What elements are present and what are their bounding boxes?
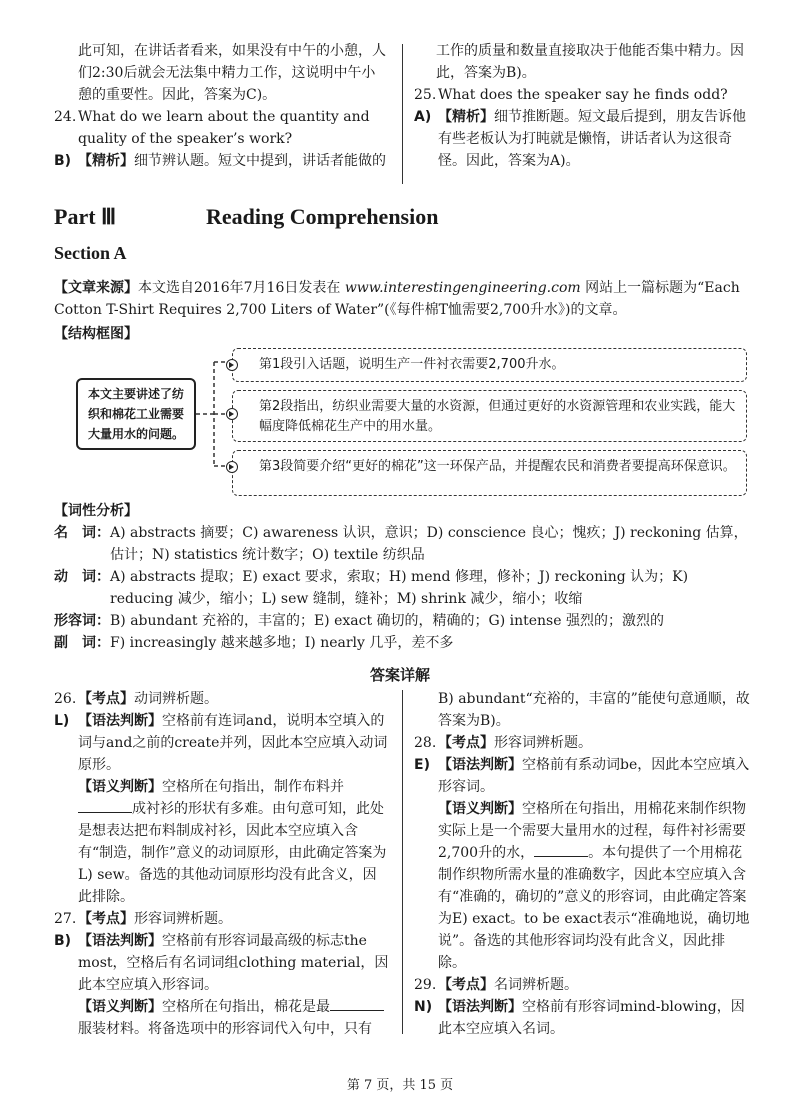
- structure-tag: 【结构框图】: [54, 326, 138, 342]
- q26-answer-letter: L): [54, 713, 70, 729]
- question-24-text: What do we learn about the quantity and quality of the speaker’s work?: [78, 109, 370, 147]
- answer-25-text: 细节推断题。短文最后提到，朋友告诉他有些老板认为打盹就是懒惰，讲话者认为这很奇怪。因此，答案为A)。: [438, 109, 746, 169]
- source-site: www.interestingengineering.com: [344, 280, 581, 296]
- part-title: Reading Comprehension: [206, 204, 439, 229]
- q29-answer-letter: N): [414, 999, 433, 1015]
- q29-topic: 29. 【考点】名词辨析题。: [414, 977, 578, 993]
- answer-24-tag: 【精析】: [78, 153, 134, 169]
- page-footer: 第 7 页，共 15 页: [346, 1078, 454, 1093]
- structure-main-text: 本文主要讲述了纺织和棉花工业需要大量用水的问题。: [87, 387, 184, 441]
- answers-right-column: [414, 688, 750, 1040]
- q27-answer-letter: B): [54, 933, 72, 949]
- structure-box-3: [232, 450, 747, 496]
- answer-25: A) 【精析】细节推断题。短文最后提到，朋友告诉他有些老板认为打盹就是懒惰，讲话者认为这很奇怪。因此，答案为A)。: [414, 109, 746, 169]
- q27-topic: 27. 【考点】形容词辨析题。: [54, 911, 232, 927]
- q29-grammar: N) 【语法判断】空格前有形容词mind-blowing，因此本空应填入名词。: [414, 996, 750, 1040]
- answer-24-text: 细节辨认题。短文中提到，讲话者能做的: [134, 153, 386, 169]
- q26-topic: 26. 【考点】动词辨析题。: [54, 691, 218, 707]
- question-25-text: What does the speaker say he finds odd?: [438, 87, 728, 103]
- answer-blank: [534, 843, 588, 857]
- q27-continued: B) abundant“充裕的，丰富的”能使句意通顺，故答案为B)。: [438, 691, 750, 729]
- pos-row-noun: 名 词： A) abstracts 摘要；C) awareness 认识，意识；D) conscience 良心；愧疚；J) reckoning 估算，估计；N) statistics 统计数字；O) textile 纺织品: [54, 525, 748, 563]
- structure-box-2: [232, 390, 747, 442]
- q26-semantic: 【语义判断】空格所在句指出，制作布料并成衬衫的形状有多难。由句意可知，此处是想表达把布料制成衬衫，因此本空应填入含有“制造，制作”意义的动词原形，由此确定答案为L) sew。备选的其他动词原形均没有此含义，因此排除。: [78, 779, 387, 905]
- q28-topic: 28. 【考点】形容词辨析题。: [414, 735, 592, 751]
- section-title: Section A: [54, 243, 127, 263]
- q26-grammar: L) 【语法判断】空格前有连词and，说明本空填入的词与and之前的create并列，因此本空应填入动词原形。: [54, 710, 390, 776]
- pos-row-adjective: 形容词： B) abundant 充裕的，丰富的；E) exact 确切的，精确的；G) intense 强烈的；激烈的: [54, 613, 664, 629]
- structure-box-3-text: 第3段简要介绍“更好的棉花”这一环保产品，并提醒农民和消费者要提高环保意识。: [259, 459, 736, 474]
- question-25: 25. What does the speaker say he finds odd?: [414, 87, 728, 103]
- answers-left-column: [54, 688, 390, 1040]
- arrow-icon: [226, 359, 238, 371]
- article-source: 【文章来源】本文选自2016年7月16日发表在 www.interestingengineering.com 网站上一篇标题为“Each Cotton T-Shirt Requires 2,700 Liters of Water”(《每件棉T恤需要2,700升水》)的文章。: [54, 280, 740, 318]
- answer-blank: [330, 997, 384, 1011]
- question-24: 24. What do we learn about the quantity and quality of the speaker’s work?: [54, 109, 370, 147]
- q27-grammar: B) 【语法判断】空格前有形容词最高级的标志the most，空格后有名词词组clothing material，因此本空应填入形容词。: [54, 930, 390, 996]
- pos-row-verb: 动 词： A) abstracts 提取；E) exact 要求，索取；H) mend 修理，修补；J) reckoning 认为；K) reducing 减少，缩小；L) sew 缝制，缝补；M) shrink 减少，缩小；收缩: [54, 569, 689, 607]
- arrow-icon: [226, 408, 238, 420]
- pos-analysis: [54, 500, 754, 654]
- answer-25-tag: 【精析】: [438, 109, 494, 125]
- pos-tag: 【词性分析】: [54, 503, 138, 519]
- answers-title: 答案详解: [369, 666, 430, 684]
- source-tag: 【文章来源】: [54, 280, 138, 296]
- q27-semantic: 【语义判断】空格所在句指出，棉花是最服装材料。将备选项中的形容词代入句中，只有: [54, 996, 390, 1040]
- structure-main-box: [76, 378, 196, 450]
- structure-box-2-text: 第2段指出，纺织业需要大量的水资源，但通过更好的水资源管理和农业实践，能大幅度降低棉花生产中的用水量。: [259, 399, 736, 434]
- structure-box-1-text: 第1段引入话题，说明生产一件衬衣需要2,700升水。: [259, 357, 565, 372]
- q28-answer-letter: E): [414, 757, 430, 773]
- q28-semantic: 【语义判断】空格所在句指出，用棉花来制作织物实际上是一个需要大量用水的过程，每件衬衫需要2,700升的水， 。本句提供了一个用棉花制作织物所需水量的准确数字，因此本空应填入含有“准确的，确切的”意义的形容词，由此确定答案为E) exact。to be exact表示“准确地说，确切地说”。备选的其他形容词均没有此含义，因此排除。: [438, 801, 750, 971]
- answers-column-divider: [402, 690, 403, 1034]
- arrow-icon: [226, 461, 238, 473]
- structure-box-1: [232, 348, 747, 382]
- answer-24: B) 【精析】细节辨认题。短文中提到，讲话者能做的: [54, 153, 386, 169]
- top-left-paragraph: 此可知，在讲话者看来，如果没有中午的小憩，人们2:30后就会无法集中精力工作，这说明中午小憩的重要性。因此，答案为C)。: [78, 43, 386, 103]
- top-right-paragraph: 工作的质量和数量直接取决于他能否集中精力。因此，答案为B)。: [436, 43, 744, 81]
- answer-blank: [78, 799, 132, 813]
- pos-row-adverb: 副 词： F) increasingly 越来越多地；I) nearly 几乎，差不多: [54, 635, 454, 651]
- q28-grammar: E) 【语法判断】空格前有系动词be，因此本空应填入形容词。: [414, 754, 750, 798]
- part-label: Part Ⅲ: [54, 204, 117, 229]
